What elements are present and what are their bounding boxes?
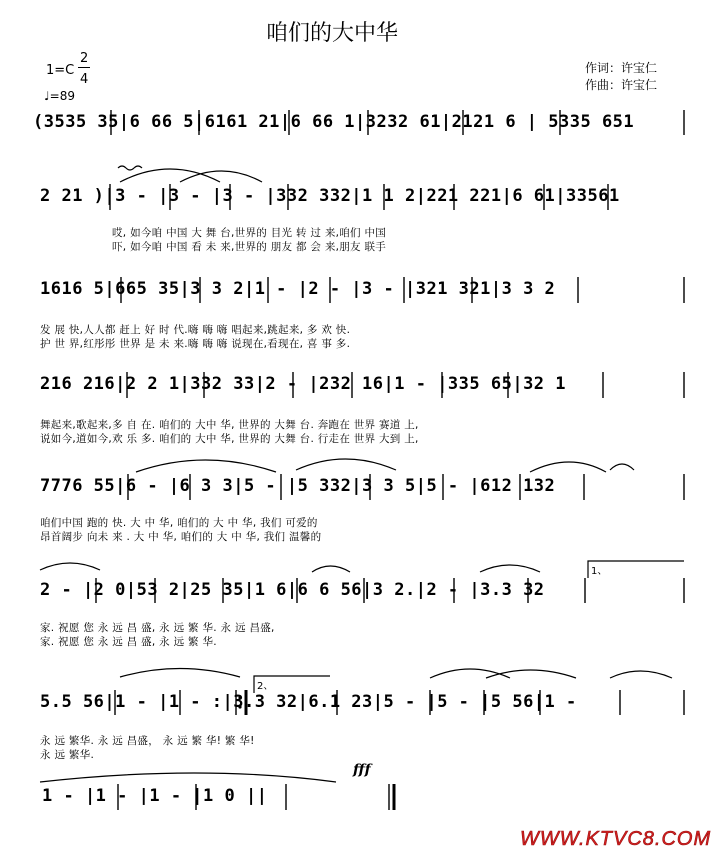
lyrics-row-2-verse-2: 吓, 如今咱 中国 看 未 来,世界的 朋友 都 会 来,朋友 联手 <box>112 241 387 253</box>
notation-row-1: (3535 35|6 66 5|6161 21|6 66 1|3232 61|2121 6 | 5335 651 <box>33 112 635 132</box>
lyrics-row-3-verse-2: 护 世 界,红彤彤 世界 是 未 来.嗨 嗨 嗨 说现在,看现在, 喜 事 多. <box>40 338 351 350</box>
dynamic-marking: fff <box>353 762 371 778</box>
lyrics-row-7-verse-1: 永 远 繁华. 永 远 昌盛， 永 远 繁 华! 繁 华! <box>40 735 255 747</box>
song-title: 咱们的大中华 <box>266 21 399 46</box>
notation-row-8: 1 - |1 - |1 - |1 0 || <box>42 786 268 806</box>
notation-row-2: 2 21 )|3 - |3 - |3 - |332 332|1 1 2|221 221|6 61|33561 <box>40 186 620 206</box>
lyrics-row-4-verse-1: 舞起来,歌起来,多 自 在. 咱们的 大中 华, 世界的 大舞 台. 奔跑在 世界 赛道 上, <box>40 419 419 431</box>
key-signature: 1=C <box>46 63 75 78</box>
composer-credit: 作曲：许宝仁 <box>585 78 658 92</box>
time-signature-top: 2 <box>80 51 89 66</box>
lyrics-row-3-verse-1: 发 展 快,人人都 赶上 好 时 代.嗨 嗨 嗨 唱起来,跳起来, 多 欢 快. <box>40 324 351 336</box>
lyrics-row-5-verse-2: 昂首阔步 向未 来 . 大 中 华, 咱们的 大 中 华, 我们 温馨的 <box>40 531 322 543</box>
notation-row-4: 216 216|2 2 1|332 33|2 - |232 16|1 - |335 65|32 1 <box>40 374 567 394</box>
row-5-slurs <box>136 459 634 472</box>
row-7-volta <box>120 669 672 694</box>
notation-row-7: 5.5 56|1 - |1 - :|3.3 32|6.1 23|5 - |5 - |5 56|1 - <box>40 692 577 712</box>
row-6-volta <box>40 561 684 578</box>
lyrics-row-7-verse-2: 永 远 繁华. <box>40 749 95 761</box>
site-watermark: WWW.KTVC8.COM <box>520 828 712 850</box>
lyrics-row-2-verse-1: 哎, 如今咱 中国 大 舞 台,世界的 目光 转 过 来,咱们 中国 <box>112 227 387 239</box>
time-signature-bottom: 4 <box>80 72 89 87</box>
lyrics-row-6-verse-2: 家. 祝愿 您 永 远 昌 盛, 永 远 繁 华. <box>40 636 217 648</box>
notation-row-6: 2 - |2 0|53 2|25 35|1 6|6 6 56|3 2.|2 - |3.3 32 <box>40 580 545 600</box>
lyrics-row-4-verse-2: 说如今,道如今,欢 乐 多. 咱们的 大中 华, 世界的 大舞 台. 行走在 世界 大到 上, <box>40 433 419 445</box>
volta-2-label: 2、 <box>257 681 274 692</box>
row-8-slurs <box>40 773 336 782</box>
tempo-marking: ♩=89 <box>44 89 75 103</box>
notation-row-3: 1616 5|665 35|3 3 2|1 - |2 - |3 - |321 321|3 3 2 <box>40 279 556 299</box>
lyricist-credit: 作词：许宝仁 <box>585 61 658 75</box>
lyrics-row-5-verse-1: 咱们中国 跑的 快. 大 中 华, 咱们的 大 中 华, 我们 可爱的 <box>40 517 318 529</box>
volta-1-label: 1、 <box>591 566 608 577</box>
notation-row-5: 7776 55|6 - |6 3 3|5 - |5 332|3 3 5|5 - |612 132 <box>40 476 556 496</box>
row-2-slurs <box>118 166 262 182</box>
lyrics-row-6-verse-1: 家. 祝愿 您 永 远 昌 盛, 永 远 繁 华. 永 远 昌盛, <box>40 622 275 634</box>
